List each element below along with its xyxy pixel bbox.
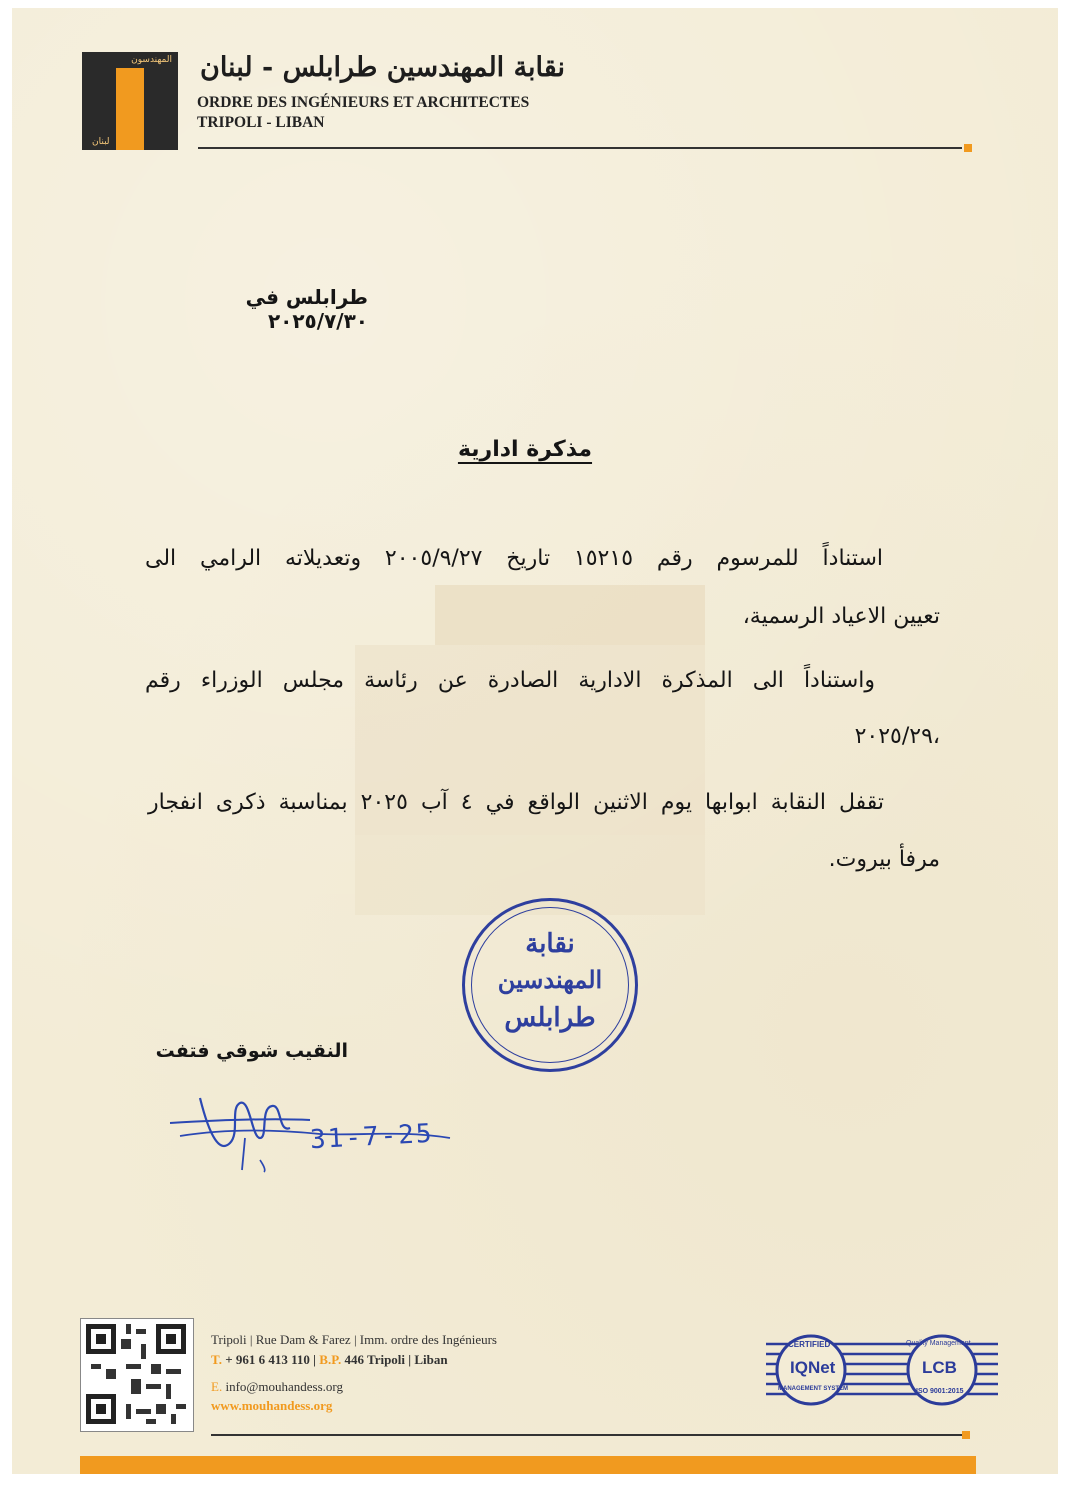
email-address[interactable]: info@mouhandess.org [225,1379,343,1394]
qr-pattern-icon [81,1319,191,1429]
stamp-line-2: المهندسين [497,965,603,994]
phone-label: T. [211,1352,222,1367]
po-box-label: B.P. [319,1352,342,1367]
footer-separator: | [313,1352,317,1367]
logo-word-bottom: لبنان [92,137,110,147]
handwritten-date: 31-7-25 [309,1118,435,1156]
paragraph-1-line-1: استناداً للمرسوم رقم ١٥٢١٥ تاريخ ٢٠٠٥/٩/٢٧ وتعديلاته الرامي الى [145,546,883,571]
footer-rule [211,1434,962,1436]
org-name-arabic: نقابة المهندسين طرابلس - لبنان [200,52,565,83]
website-link[interactable]: www.mouhandess.org [211,1398,333,1413]
stamp-line-1: نقابة [525,929,575,959]
logo-word-top: المهندسون [131,55,172,65]
header-rule-square [964,144,972,152]
signatory-name: النقيب شوقي فتفت [155,1040,348,1062]
lcb-badge-top: Quality Management [906,1340,971,1347]
lcb-badge-bottom: ISO 9001:2015 [916,1388,964,1395]
paragraph-1-line-2: تعيين الاعياد الرسمية، [742,604,940,629]
paragraph-3-line-1: تقفل النقابة ابوابها يوم الاثنين الواقع في ٤ آب ٢٠٢٥ بمناسبة ذكرى انفجار [148,790,885,815]
org-name-french: ORDRE DES INGÉNIEURS ET ARCHITECTES [197,94,530,111]
paragraph-2-line-2: ٢٠٢٥/٢٩، [854,724,940,749]
org-city-french: TRIPOLI - LIBAN [197,114,325,131]
iqnet-badge-top: CERTIFIED [788,1340,831,1349]
lcb-badge-mid: LCB [922,1358,957,1377]
paragraph-3-line-2: مرفأ بيروت. [828,847,940,872]
stamp-line-3: طرابلس [504,1003,596,1033]
qr-code [80,1318,194,1432]
footer-contact-line [211,1352,448,1368]
footer-rule-square [962,1431,970,1439]
po-box: 446 Tripoli | Liban [344,1352,448,1367]
iqnet-badge-bottom: MANAGEMENT SYSTEM [778,1386,849,1392]
footer-address: Tripoli | Rue Dam & Farez | Imm. ordre des Ingénieurs [211,1332,497,1347]
org-logo [82,52,178,150]
paragraph-2-line-1: واستناداً الى المذكرة الادارية الصادرة عن رئاسة مجلس الوزراء رقم [145,668,875,693]
footer-email-line [211,1379,343,1395]
phone-number: + 961 6 413 110 [225,1352,310,1367]
letter-date: طرابلس في ٢٠٢٥/٧/٣٠ [245,285,368,333]
footer-orange-bar [80,1456,976,1474]
header-rule [198,147,962,149]
email-label: E. [211,1379,223,1394]
official-stamp [462,898,638,1072]
letter-title: مذكرة ادارية [457,437,593,462]
iqnet-badge-mid: IQNet [790,1358,836,1377]
